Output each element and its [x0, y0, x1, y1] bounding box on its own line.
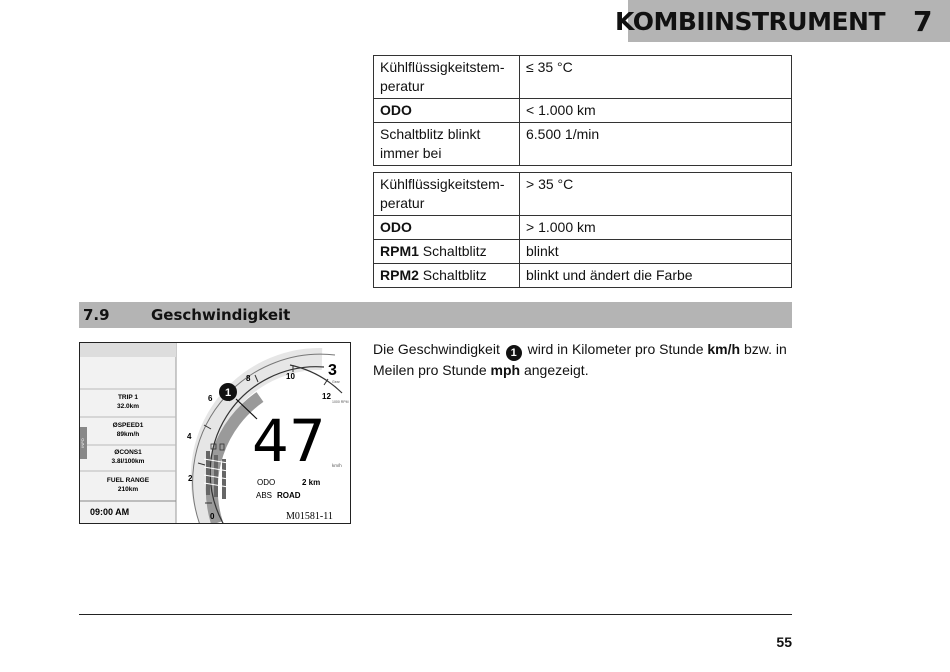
- table-cell-value: > 35 °C: [520, 173, 792, 216]
- section-number: 7.9: [83, 306, 110, 324]
- section-title: Geschwindigkeit: [151, 306, 291, 324]
- page-number: 55: [776, 634, 792, 650]
- figure-code: M01581-11: [286, 511, 333, 522]
- table-cell-key: ODO: [374, 99, 520, 123]
- rpm-tick-8: 8: [246, 374, 251, 383]
- table-row: [374, 173, 792, 216]
- avg-speed-value: 89km/h: [116, 431, 140, 438]
- rpm-tick-0: 0: [210, 512, 215, 521]
- callout-1-inline: 1: [506, 345, 522, 361]
- table-row: [374, 99, 792, 123]
- table-cell-key: Kühlflüssigkeitstem- peratur: [374, 173, 520, 216]
- table-row: [374, 264, 792, 288]
- avg-cons-label: ØCONS1: [114, 449, 142, 456]
- unit-kmh: km/h: [707, 341, 741, 357]
- table-cell-value: > 1.000 km: [520, 216, 792, 240]
- table-row: [374, 123, 792, 166]
- table-cell-value: ≤ 35 °C: [520, 56, 792, 99]
- table-cell-value: blinkt und ändert die Farbe: [520, 264, 792, 288]
- table-row: [374, 216, 792, 240]
- table-row: [374, 56, 792, 99]
- table-cell-key: ODO: [374, 216, 520, 240]
- callout-1-label: 1: [224, 387, 232, 399]
- unit-mph: mph: [490, 362, 521, 378]
- rpm-tick-12: 12: [322, 392, 331, 401]
- spec-table-2: [373, 172, 792, 288]
- trip-label: TRIP 1: [117, 394, 139, 401]
- chapter-title: KOMBIINSTRUMENT: [615, 6, 886, 36]
- gear-unit: Gear: [332, 380, 340, 384]
- dashboard-figure: [79, 342, 351, 524]
- rpm-tick-6: 6: [208, 394, 213, 403]
- abs-mode: ROAD: [277, 491, 301, 500]
- rpm-tick-2: 2: [188, 474, 193, 483]
- fuel-range-label: FUEL RANGE: [106, 477, 150, 484]
- body-paragraph: Die Geschwindigkeit 1 wird in Kilometer pro Stunde km/h bzw. in Meilen pro Stunde mph angezeigt.: [373, 341, 787, 378]
- chapter-number: 7: [913, 4, 932, 38]
- fuel-range-value: 210km: [117, 486, 139, 493]
- odo-label: ODO: [257, 478, 276, 487]
- chapter-header: [615, 0, 950, 42]
- speed-readout: 47: [252, 407, 326, 475]
- abs-label: ABS: [256, 491, 273, 500]
- speed-unit: km/h: [332, 463, 342, 468]
- clock-display: 09:00 AM: [90, 507, 130, 517]
- odo-value: 2 km: [302, 478, 321, 487]
- footer-divider: [79, 614, 792, 615]
- table-cell-key: RPM2 Schaltblitz: [374, 264, 520, 288]
- avg-cons-value: 3.8l/100km: [111, 458, 145, 465]
- table-row: [374, 240, 792, 264]
- table-cell-key: Schaltblitz blinkt immer bei: [374, 123, 520, 166]
- table-cell-value: < 1.000 km: [520, 99, 792, 123]
- gear-indicator: 3: [328, 362, 337, 379]
- dashboard-illustration: [80, 343, 351, 524]
- section-heading: [79, 302, 792, 328]
- table-cell-value: 6.500 1/min: [520, 123, 792, 166]
- trip-value: 32.0km: [116, 403, 140, 410]
- rpm-unit: 1000 RPM: [332, 400, 349, 404]
- table-cell-key: Kühlflüssigkeitstem- peratur: [374, 56, 520, 99]
- info-tab-label: INFO: [80, 438, 85, 448]
- table-cell-value: blinkt: [520, 240, 792, 264]
- rpm-tick-10: 10: [286, 372, 295, 381]
- rpm-tick-4: 4: [187, 432, 192, 441]
- spec-table-1: [373, 55, 792, 166]
- avg-speed-label: ØSPEED1: [112, 422, 144, 429]
- table-cell-key: RPM1 Schaltblitz: [374, 240, 520, 264]
